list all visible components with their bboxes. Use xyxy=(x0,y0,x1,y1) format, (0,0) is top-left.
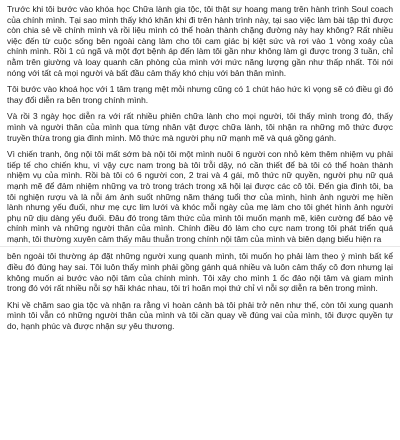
page-separator xyxy=(0,246,400,247)
paragraph-2: Tôi bước vào khoá học với 1 tâm trạng mệt mỏi nhưng cũng có 1 chút háo hức kì vọng sẽ có điều gì đó thay đổi diễn ra bên trong chính mình. xyxy=(7,84,393,105)
paragraph-1: Trước khi tôi bước vào khóa học Chữa lành gia tộc, tôi thật sự hoang mang trên hành trình Soul coach của chính mình. Tại sao mình thấy khó khăn khi đi trên hành trình này, tại sao việc làm bài tập thì được còn chia sẻ về chính mình và rồi liệu mình có thể hoàn thành chặng đường này hay không? Rất nhiều việc đến từ cuộc sống bên ngoài càng làm cho tôi cam giác bị kiệt sức và rơi vào 1 vòng xoáy của chính mình. Rồi 1 cú ngã và một đợt bệnh áp đến làm tôi gần như không làm gì được trong 3 tuần, chỉ nằm trên giường và loay quanh căn phòng của mình với mức năng lượng gần như thấp nhất. Tôi nói nóng với tất cả mọi người và bất đầu cảm thấy khó chịu với bản thân mình. xyxy=(7,4,393,78)
paragraph-6: Khi về chăm sao gia tộc và nhận ra rằng vì hoàn cảnh bà tôi phải trở nên như thế, còn tôi xung quanh mình tôi vẫn có những người thân của mình và tôi cần quay về đúng vai của mình, tôi được quyền tự do, hạnh phúc và được nhận sự yêu thương. xyxy=(7,299,393,332)
paragraph-4: Vì chiến tranh, ông nội tôi mất sớm bà nội tôi một mình nuôi 6 người con nhỏ kèm thêm nhiệm vụ phải tiếp tế cho chiến khu, vì vậy cực nam trong bà tôi trỗi dậy, nó cần thiết để bà tôi có thể hoàn thành nhiệm vụ của mình. Rồi bà tôi có 6 người con, 2 trai và 4 gái, mô thức nữ quyền, người phụ nữ quá mạnh mẽ để đảm nhiệm những va trò trong trách trong xã hội lại được các cô tôi. Đến gia đình tôi, ba tôi nghiện rượu và là nỗi ám ảnh suốt những năm tháng tuổi thơ của mình, hình ảnh người mẹ hiền lành nhưng yếu đuối, như mẹ cực lim lưới và khóc mỗi ngày của mẹ làm cho tôi ghét hình ảnh người phụ nữ dịu dàng yếu đuối. Đâu đó trong tâm thức của mình tôi muốn mạnh mẽ, kiên cường để bảo vệ chính mình và những người thân của mình. Chính điều đó làm cho cực nam trong tôi phát triển quá mạnh, tôi thường xuyên cảm thấy mâu thuẫn trong chính nội tâm của mình và biên dạng biểu hiện ra xyxy=(7,149,393,244)
paragraph-3: Và rồi 3 ngày học diễn ra với rất nhiều phiên chữa lành cho mọi người, tôi thấy mình trong đó, thấy mình và người thân của mình qua từng nhân vật được chữa lành, tôi nhận ra những mô thức được truyền thừa trong gia đình mình. Mô thức mà người phụ nữ mạnh mẽ và quá gồng gánh. xyxy=(7,111,393,143)
paragraph-5: bên ngoài tôi thường áp đặt những người xung quanh mình, tôi muốn họ phải làm theo ý mình bất kể điều đó đúng hay sai. Tôi luôn thấy mình phải gồng gánh quá nhiều và luôn cảm thấy cô đơn nhưng lại không muốn ai bước vào nội tâm của chính mình. Tôi xây cho mình 1 ốc đảo nội tâm và giam mình trong đó với rất nhiều nỗi sợ hãi khác nhau, tôi trì hoãn mọi thứ chỉ vì nỗi sợ diễn ra bên trong mình. xyxy=(7,251,393,294)
